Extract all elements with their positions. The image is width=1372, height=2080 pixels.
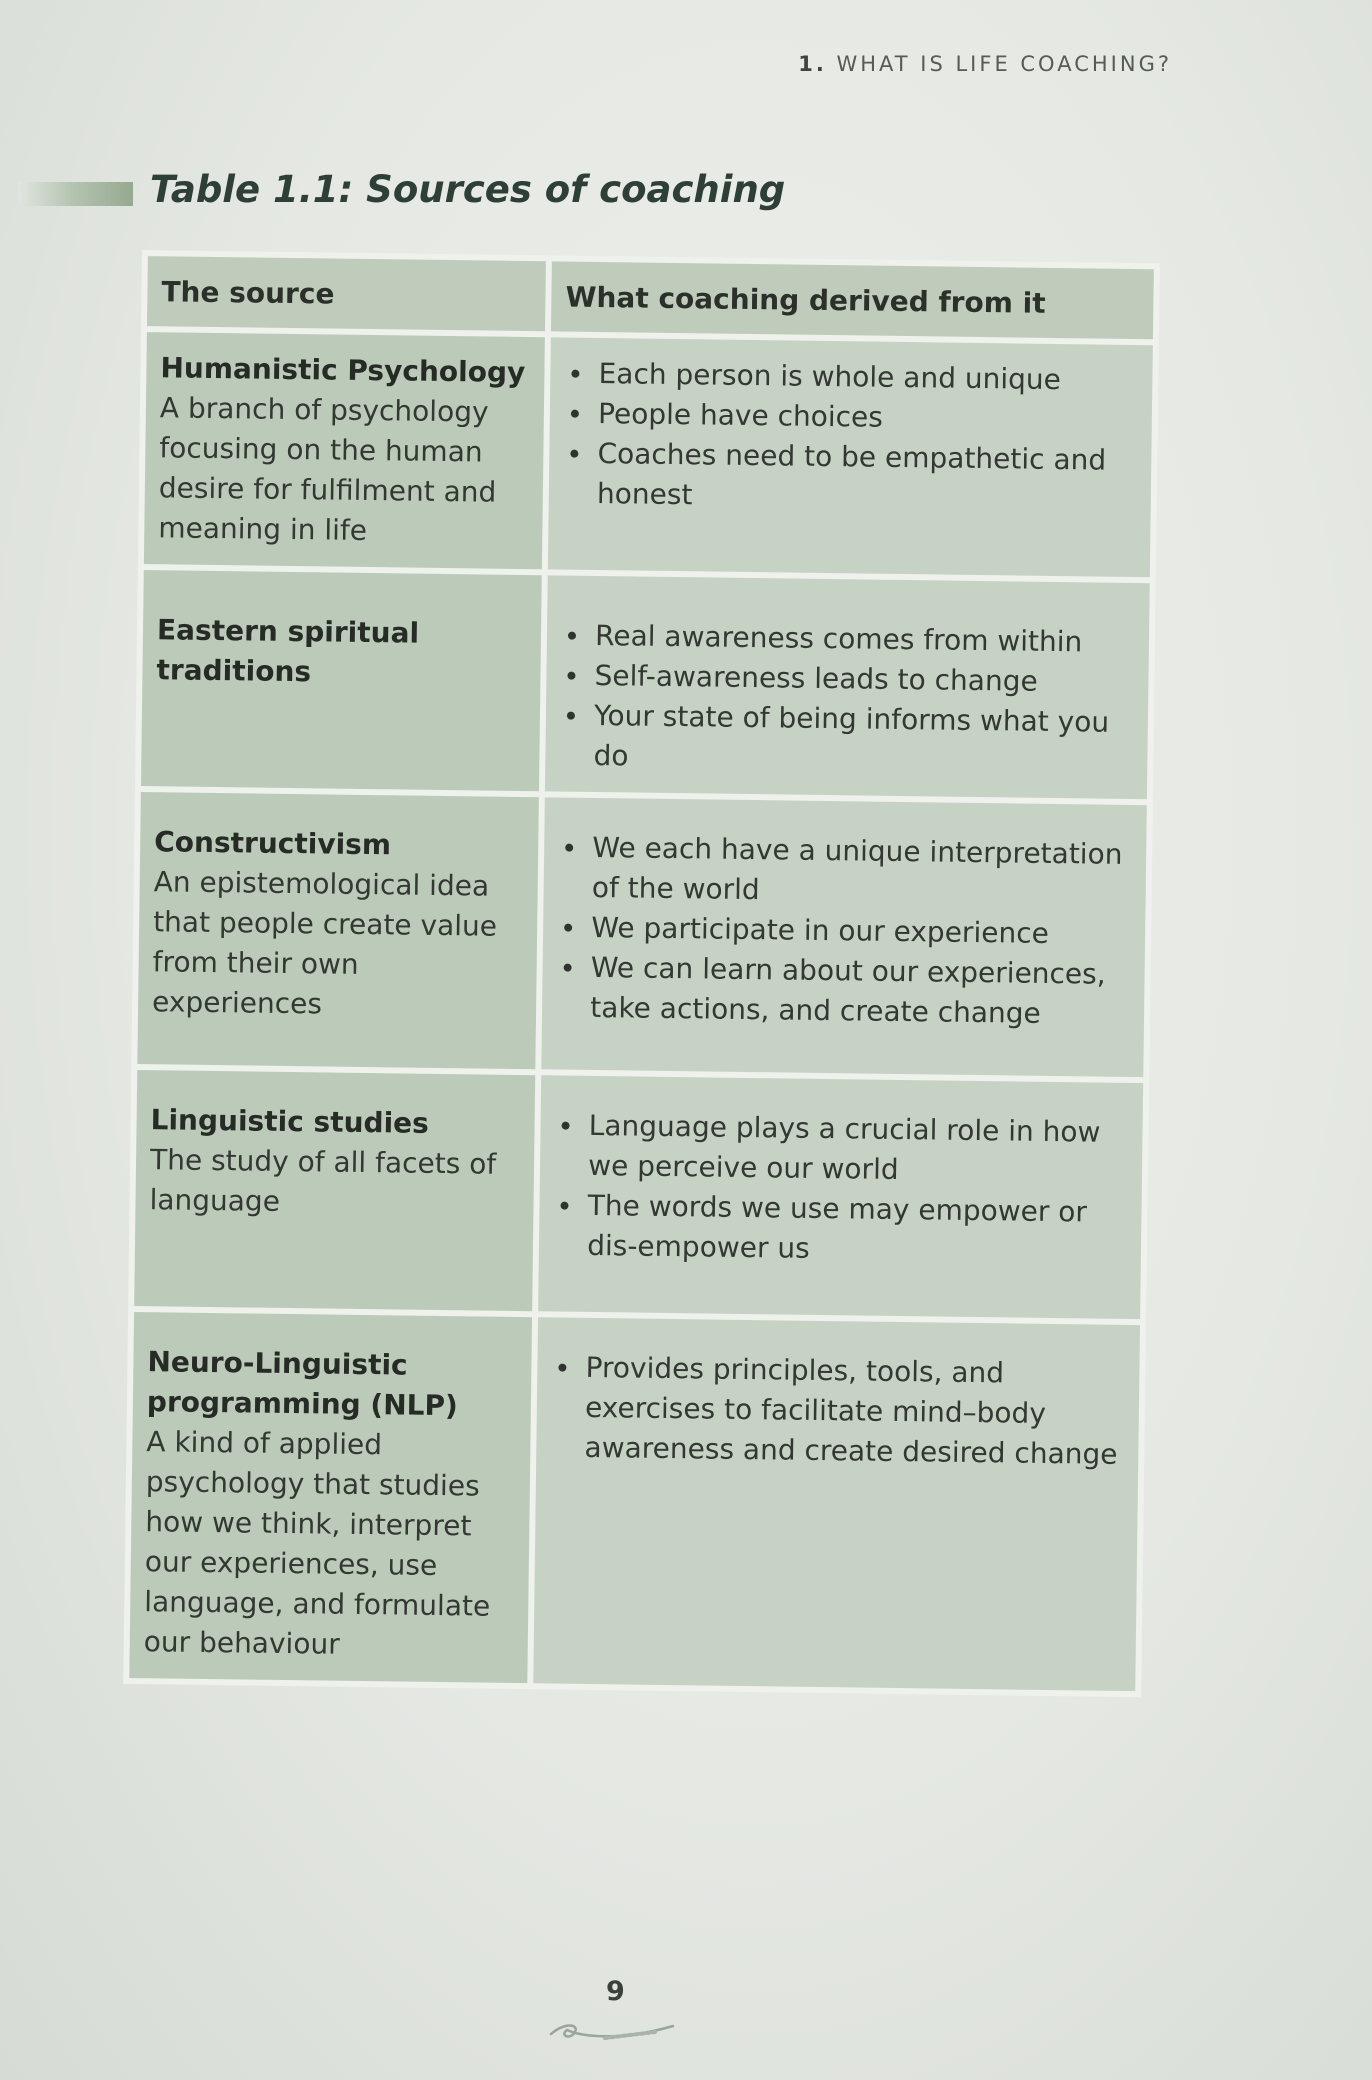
caption-accent-bar	[18, 182, 133, 206]
source-description: The study of all facets of language	[149, 1143, 497, 1218]
list-item: The words we use may empower or dis-empower us	[587, 1186, 1128, 1273]
table-row	[134, 1070, 1143, 1319]
list-item: Provides principles, tools, and exercises to facilitate mind–body awareness and create desired change	[584, 1348, 1125, 1475]
source-cell	[141, 570, 542, 791]
source-description: An epistemological idea that people create value from their own experiences	[151, 865, 498, 1021]
list-item: We each have a unique interpretation of the world	[592, 828, 1133, 915]
derived-cell	[538, 1075, 1143, 1319]
source-name: Constructivism	[154, 825, 392, 862]
derived-list	[556, 828, 1132, 1035]
source-cell	[137, 792, 539, 1069]
header-derived: What coaching derived from it	[551, 261, 1154, 339]
derived-list	[550, 1347, 1125, 1475]
flourish-ornament-icon	[545, 2016, 685, 2046]
source-description: A branch of psychology focusing on the human desire for fulfilment and meaning in life	[158, 391, 497, 547]
list-item: Self-awareness leads to change	[594, 656, 1134, 703]
source-description: A kind of applied psychology that studies how we think, interpret our experiences, use language, and formulate our behaviour	[143, 1425, 491, 1661]
source-cell	[134, 1070, 535, 1311]
running-head	[798, 52, 1172, 76]
chapter-number: 1.	[798, 52, 827, 76]
table-row	[129, 1312, 1140, 1691]
derived-list	[559, 616, 1135, 783]
table-header-row	[147, 256, 1154, 339]
chapter-title: WHAT IS LIFE COACHING?	[836, 52, 1172, 76]
source-name: Neuro-Linguistic programming (NLP)	[146, 1345, 459, 1423]
table-caption: Table 1.1: Sources of coaching	[150, 168, 786, 211]
table-row	[144, 332, 1153, 577]
sources-table	[123, 250, 1160, 1697]
list-item: Each person is whole and unique	[598, 354, 1138, 401]
derived-list	[563, 354, 1139, 521]
list-item: Real awareness comes from within	[595, 616, 1135, 663]
source-cell	[144, 332, 545, 569]
table-row	[137, 792, 1146, 1077]
derived-list	[553, 1105, 1129, 1272]
derived-cell	[533, 1317, 1140, 1691]
list-item: We can learn about our experiences, take actions, and create change	[590, 948, 1131, 1035]
derived-cell	[541, 797, 1146, 1077]
derived-cell	[545, 575, 1150, 799]
source-name: Eastern spiritual traditions	[156, 613, 420, 689]
source-name: Linguistic studies	[150, 1103, 430, 1140]
list-item: Language plays a crucial role in how we perceive our world	[588, 1106, 1129, 1193]
list-item: Your state of being informs what you do	[593, 696, 1134, 783]
list-item: We participate in our experience	[591, 908, 1131, 955]
list-item: Coaches need to be empathetic and honest	[597, 434, 1138, 521]
page-number: 9	[606, 1976, 625, 2007]
source-name: Humanistic Psychology	[160, 351, 526, 390]
header-source: The source	[147, 256, 546, 331]
table-row	[141, 570, 1150, 799]
source-cell	[129, 1312, 532, 1683]
derived-cell	[548, 337, 1153, 577]
list-item: People have choices	[598, 394, 1138, 441]
